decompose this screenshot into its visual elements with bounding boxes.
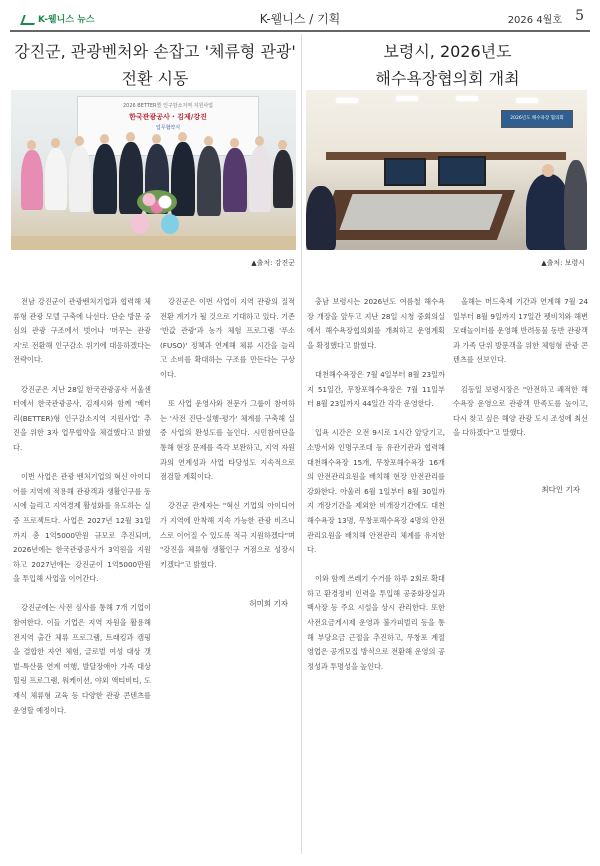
right-headline — [305, 38, 590, 92]
paragraph: 강진군은 지난 28일 한국관광공사 서울센터에서 한국관광공사, 김제시와 함께 '베터리(BETTER)형 인구감소지역 지원사업' 추진을 위한 3자 업무협약을 체결했다고 밝혔다. — [13, 384, 151, 452]
right-article-col1 — [307, 295, 445, 689]
paragraph: 강진군은 이번 사업이 지역 관광의 질적 전환 계기가 될 것으로 기대하고 있다. 기존 '반값 관광'과 농가 체험 프로그램 '푸소(FUSO)' 정책과 연계해 체류 시간을 늘리고 소비를 확대하는 구조를 만든다는 구상이다. — [160, 297, 295, 379]
paragraph: 충남 보령시는 2026년도 여름철 해수욕장 개장을 앞두고 지난 28일 시청 중회의실에서 해수욕장협의회를 개최하고 운영계획을 확정했다고 밝혔다. — [307, 297, 445, 350]
section-title: K-웰니스 / 기획 — [259, 12, 341, 26]
header-rule — [10, 30, 590, 32]
paragraph: 강진군 관계자는 "혁신 기업의 아이디어가 지역에 안착해 지속 가능한 관광 비즈니스로 이어질 수 있도록 적극 지원하겠다"며 "강진을 체류형 생활인구 거점으로 성장시키겠다"고 밝혔다. — [160, 501, 295, 569]
paragraph: 이번 사업은 관광 벤처기업의 혁신 아이디어를 지역에 적용해 관광객과 생활인구를 동시에 늘리고 지역경제 활성화를 유도하는 실증 프로젝트다. 사업은 2027년 12월 31일까지 총 1억5000만원 규모로 추진되며, 2026년에는 한국관광공사가 3억원을 지원하고 2027년에는 강진군이 1억5000만원을 투입해 사업을 이어간다. — [13, 472, 151, 584]
left-headline-line2: 전환 시동 — [121, 69, 189, 88]
left-headline-line1: 강진군, 관광벤처와 손잡고 '체류형 관광' — [14, 42, 296, 61]
banner-line2: 한국관광공사 · 김제/강진 — [129, 113, 207, 121]
left-headline — [10, 38, 300, 92]
issue-date: 2026 4월호 — [507, 15, 562, 26]
paragraph: 입욕 시간은 오전 9시로 1시간 앞당기고, 소방서와 인명구조대 등 유관기관과 협력해 대천해수욕장 15개, 무창포해수욕장 16개의 안전관리요원을 배치해 현장 안전관리를 강화한다. 아울러 6월 1일부터 8월 30일까지 개장기간을 제외한 비개장기간에도 대천해수욕장 13명, 무창포해수욕장 4명의 안전관리요원을 배치해 안전관리 체계를 유지한다. — [307, 428, 445, 555]
paragraph: 전남 강진군이 관광벤처기업과 협력해 체류형 관광 모델 구축에 나선다. 단순 방문 중심의 관광 구조에서 벗어나 '머무는 관광지'로 전환해 인구감소 위기에 대응하겠다는 전략이다. — [13, 297, 151, 365]
paragraph: 이와 함께 쓰레기 수거를 하루 2회로 확대하고 환경정비 인력을 투입해 공중화장실과 백사장 등 주요 시설을 상시 관리한다. 또한 사전요금게시제 운영과 불가피벌리 등을 통해 부당요금 근절을 추진하고, 무창포 계절영업은 공개모집 방식으로 전환해 운영의 공정성과 투명성을 높인다. — [307, 574, 445, 671]
right-photo-credit: ▲출처: 보령시 — [541, 259, 585, 267]
logo-text: K-웰니스 뉴스 — [38, 15, 95, 25]
right-headline-line1: 보령시, 2026년도 — [383, 42, 512, 61]
paragraph: 또 사업 운영사와 전문가 그룹이 참여하는 '사전 진단-실행-평가' 체계를 구축해 실증 사업의 완성도를 높인다. 시민참여단을 통해 현장 문제를 즉각 보완하고, 지역 자원과의 연계성과 사업 타당성도 지속적으로 점검할 계획이다. — [160, 399, 295, 482]
banner-line1: 2026 BETTER型 인구감소지역 지원사업 — [122, 103, 214, 109]
left-byline: 허미희 기자 — [249, 599, 288, 608]
paragraph: 올해는 머드축제 기간과 연계해 7월 24일부터 8월 9일까지 17일간 펫비치와 해변 모래놀이터를 운영해 반려동물 동반 관광객과 가족 단위 방문객을 위한 체험형 관광 콘텐츠를 선보인다. — [453, 297, 588, 365]
right-headline-line2: 해수욕장협의회 개최 — [375, 69, 520, 88]
left-photo-credit: ▲출처: 강진군 — [251, 259, 295, 267]
right-photo — [306, 90, 587, 250]
meeting-screen — [501, 110, 573, 128]
right-article-col2 — [453, 295, 588, 456]
right-byline: 최다인 기자 — [541, 485, 580, 494]
banner-line3: 업무협약식 — [155, 125, 181, 131]
left-article-col2 — [160, 295, 295, 587]
left-article-col1 — [13, 295, 151, 733]
meeting-screen-text: 2026년도 해수욕장 협의회 — [510, 116, 564, 121]
paragraph: 강진군에는 사전 심사를 통해 7개 기업이 참여한다. 이들 기업은 지역 자원을 활용해 전지역 출간 체류 프로그램, 트래킹과 캠핑을 결합한 자연 체험, 글로벌 여성 대상 갯벌-특산품 연계 여행, 발달장애아 가족 대상 힐링 프로그램, 워케이션, 야외 액티비티, 도재식 체류형 교육 등 다양한 관광 콘텐츠를 운영할 예정이다. — [13, 603, 151, 715]
paragraph: 대천해수욕장은 7월 4일부터 8월 23일까지 51일간, 무창포해수욕장은 7월 11일부터 8월 23일까지 44일간 각각 운영한다. — [307, 369, 445, 409]
masthead — [10, 8, 590, 28]
column-divider — [301, 34, 302, 854]
page-number: 5 — [575, 8, 584, 24]
left-photo — [11, 90, 296, 250]
paragraph: 김동일 보령시장은 "안전하고 쾌적한 해수욕장 운영으로 관광객 만족도를 높이고, 다시 찾고 싶은 해양 관광 도시 조성에 최선을 다하겠다"고 말했다. — [453, 384, 588, 438]
